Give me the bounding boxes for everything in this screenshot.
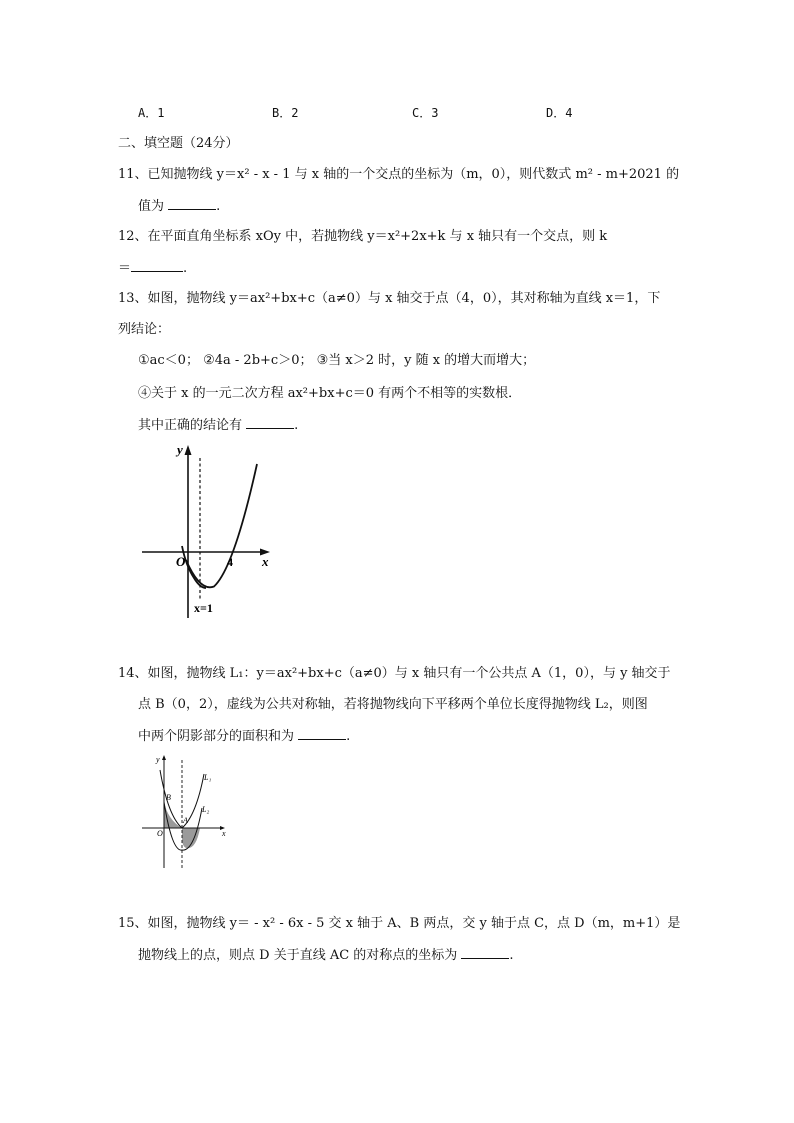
- q13-y-arrow: [185, 445, 192, 455]
- q13-prefix: 其中正确的结论有: [138, 418, 247, 433]
- q14-line2: 点 B（0，2），虚线为公共对称轴，若将抛物线向下平移两个单位长度得抛物线 L₂，则图: [138, 697, 648, 712]
- q12-answer-blank[interactable]: [131, 259, 183, 272]
- q11-line1: 11、已知抛物线 y＝x² - x - 1 与 x 轴的一个交点的坐标为（m，0），则代数式 m² - m+2021 的: [118, 167, 680, 182]
- q14-y-arrow: [162, 755, 166, 760]
- q14-origin-label: O: [157, 829, 163, 838]
- q15-line2: [138, 946, 514, 965]
- q13-origin-label: O: [176, 554, 186, 569]
- q11-suffix: .: [216, 199, 221, 214]
- q14-answer-blank[interactable]: [298, 727, 346, 740]
- q13-line3: ①ac＜0； ②4a - 2b+c＞0； ③当 x＞2 时，y 随 x 的增大而增大；: [138, 353, 536, 368]
- q15-suffix: .: [509, 948, 514, 963]
- q14-figure: [138, 752, 234, 872]
- q15-prefix: 抛物线上的点，则点 D 关于直线 AC 的对称点的坐标为: [138, 948, 462, 963]
- q14-shade-right: [182, 828, 200, 848]
- q13-x-label: x: [262, 554, 269, 569]
- q13-axis-label: x=1: [194, 601, 213, 615]
- option-d: D．4: [546, 106, 573, 120]
- q13-line2: 列结论：: [118, 322, 171, 337]
- q13-four-label: 4: [227, 555, 233, 569]
- q12-prefix: ＝: [118, 261, 132, 276]
- q13-line5: [138, 416, 298, 435]
- q14-line1: 14、如图，抛物线 L₁：y＝ax²+bx+c（a≠0）与 x 轴只有一个公共点 A（1，0），与 y 轴交于: [118, 666, 671, 681]
- section-heading: 二、填空题（24分）: [118, 136, 239, 151]
- q13-figure: [130, 440, 280, 625]
- q14-prefix: 中两个阴影部分的面积和为: [138, 729, 299, 744]
- option-c: C．3: [412, 106, 439, 120]
- q13-parabola: [186, 464, 257, 587]
- q14-a-label: A: [183, 816, 188, 825]
- q14-b-label: B: [166, 793, 171, 802]
- q14-x-label: x: [222, 829, 226, 838]
- q13-y-label: y: [177, 442, 183, 457]
- q11-prefix: 值为: [138, 199, 169, 214]
- answer-options: [138, 104, 618, 122]
- q13-answer-blank[interactable]: [246, 416, 294, 429]
- q12-suffix: .: [183, 261, 188, 276]
- q12-line1: 12、在平面直角坐标系 xOy 中，若抛物线 y＝x²+2x+k 与 x 轴只有一个交点，则 k: [118, 229, 608, 244]
- q13-suffix: .: [294, 418, 299, 433]
- q14-suffix: .: [346, 729, 351, 744]
- q15-line1: 15、如图，抛物线 y＝ - x² - 6x - 5 交 x 轴于 A、B 两点，交 y 轴于点 C，点 D（m，m+1）是: [118, 916, 681, 931]
- q13-line1: 13、如图，抛物线 y＝ax²+bx+c（a≠0）与 x 轴交于点（4，0），其对称轴为直线 x＝1，下: [118, 291, 661, 306]
- q14-l2-label: L₂: [202, 805, 210, 814]
- q11-line2: [138, 197, 220, 216]
- q14-line3: [138, 727, 350, 746]
- q15-answer-blank[interactable]: [461, 946, 509, 959]
- q14-l1-label: L₁: [204, 773, 212, 782]
- q13-line4: ④关于 x 的一元二次方程 ax²+bx+c＝0 有两个不相等的实数根．: [138, 386, 522, 401]
- option-a: A．1: [138, 106, 165, 120]
- q12-line2: [118, 259, 187, 278]
- q14-y-label: y: [156, 755, 160, 764]
- option-b: B．2: [272, 106, 299, 120]
- q11-answer-blank[interactable]: [168, 197, 216, 210]
